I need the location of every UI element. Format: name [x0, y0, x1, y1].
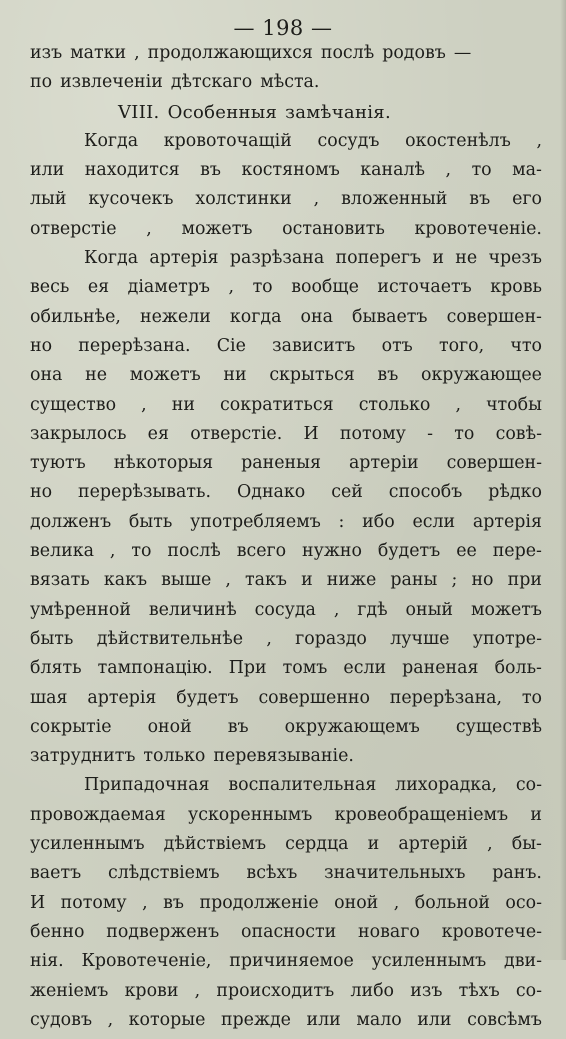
word: И: [303, 423, 319, 444]
word: находится: [84, 160, 180, 181]
word: тампонацію.: [97, 658, 213, 679]
word: отверстіе.: [190, 423, 283, 444]
word: ,: [194, 980, 201, 1001]
text-line: [30, 981, 542, 1010]
word: ,: [333, 599, 340, 620]
word: мѣста.: [260, 72, 320, 93]
word: ма-: [512, 160, 542, 181]
word: въ: [377, 365, 399, 386]
word: вязать: [30, 570, 90, 591]
word: кровоточащій: [163, 130, 292, 151]
word: ,: [146, 218, 152, 239]
word: дѣйствіемъ: [163, 834, 267, 855]
word: со-: [515, 775, 542, 796]
word: употребляемъ: [190, 511, 321, 532]
word: артерій: [398, 834, 469, 855]
word: то: [471, 160, 492, 181]
word: туютъ: [30, 453, 86, 474]
word: осо-: [505, 892, 542, 913]
word: потому: [339, 423, 406, 444]
word: совершен-: [446, 453, 542, 474]
word: Кровотеченіе,: [81, 951, 212, 972]
word: долженъ: [30, 511, 112, 532]
body-text: [30, 43, 542, 1039]
word: кровотече-: [441, 921, 542, 942]
text-line: [30, 951, 542, 980]
word: новаго: [358, 921, 420, 942]
text-line: [30, 424, 542, 453]
word: ,: [313, 189, 320, 210]
word: Когда: [84, 248, 139, 269]
word: ,: [109, 541, 116, 562]
word: велика: [30, 541, 94, 562]
word: по: [30, 72, 53, 93]
word: ибо: [362, 511, 395, 532]
word: При: [228, 658, 267, 679]
word: въ: [227, 716, 249, 737]
text-line: [30, 688, 542, 717]
page-number: — 198 —: [233, 16, 333, 40]
word: совѣ-: [495, 423, 542, 444]
word: въ: [163, 892, 184, 913]
word: ея: [147, 423, 169, 444]
word: при: [507, 570, 542, 591]
word: артерія: [149, 248, 219, 269]
word: женіемъ: [30, 980, 109, 1001]
text-line: [30, 307, 542, 336]
word: но: [471, 570, 494, 591]
word: лихорадка,: [395, 775, 498, 796]
word: Припадочная: [84, 775, 210, 796]
word: происходитъ: [216, 980, 335, 1001]
word: раненая: [402, 658, 479, 679]
word: бенно: [30, 921, 85, 942]
word: затруднитъ: [30, 746, 136, 767]
word: сократиться: [220, 394, 334, 415]
word: поперегъ: [335, 248, 422, 269]
text-line: [30, 131, 542, 160]
word: отверстіе: [30, 218, 117, 239]
word: ,: [225, 570, 231, 591]
word: ни: [171, 394, 195, 415]
text-line: [30, 1010, 542, 1039]
word: Особенныя: [167, 101, 278, 123]
text-line: [30, 365, 542, 394]
text-line: [30, 893, 542, 922]
word: обильнѣе,: [30, 306, 121, 327]
word: и: [432, 248, 444, 269]
word: значительныхъ: [324, 863, 466, 884]
word: существо: [30, 394, 117, 415]
word: существѣ: [455, 716, 542, 737]
word: окостенѣлъ: [405, 130, 511, 151]
word: послѣ: [167, 541, 221, 562]
word: ,: [266, 628, 272, 649]
word: томъ: [282, 658, 328, 679]
word: столько: [358, 394, 431, 415]
text-line: [30, 863, 542, 892]
word: со-: [515, 980, 542, 1001]
word: но: [30, 335, 53, 356]
word: усиленнымъ: [371, 951, 487, 972]
word: ,: [228, 277, 235, 298]
word: то: [454, 423, 475, 444]
word: перевязываніе.: [213, 746, 354, 767]
word: ,: [134, 43, 140, 63]
text-line: [30, 600, 542, 629]
word: воспалительная: [228, 775, 377, 796]
word: больной: [414, 892, 490, 913]
word: совсѣмъ: [467, 1009, 542, 1030]
word: ,: [393, 892, 400, 913]
word: величинѣ: [148, 599, 237, 620]
word: сокрытіе: [30, 716, 112, 737]
word: каналѣ: [360, 160, 426, 181]
word: опасности: [241, 921, 337, 942]
word: продолжающихся: [147, 43, 313, 63]
word: всѣхъ: [246, 863, 298, 884]
word: изъ: [30, 43, 63, 63]
word: перерѣзывать.: [78, 482, 212, 503]
word: слѣдствіемъ: [107, 863, 220, 884]
word: и: [301, 570, 313, 591]
word: будетъ: [377, 541, 441, 562]
text-line: [30, 658, 542, 687]
word: шая: [30, 687, 68, 708]
text-line: [30, 395, 542, 424]
word: продолженіе: [199, 892, 319, 913]
word: когда: [229, 306, 282, 327]
word: въ: [200, 160, 221, 181]
word: нія.: [30, 951, 64, 972]
word: холстинки: [195, 189, 292, 210]
text-line: [30, 43, 542, 72]
word: Когда: [84, 130, 139, 151]
word: того,: [438, 335, 485, 356]
word: ,: [455, 394, 461, 415]
text-line: [30, 834, 542, 863]
word: раны: [390, 570, 438, 591]
text-line: [30, 336, 542, 365]
word: но: [30, 482, 53, 503]
word: ни: [223, 365, 247, 386]
word: Сіе: [216, 335, 246, 356]
word: ,: [536, 130, 542, 151]
word: ,: [487, 834, 493, 855]
word: дѣтскаго: [170, 72, 253, 93]
word: :: [338, 511, 345, 532]
word: совершен-: [446, 306, 542, 327]
text-line: [30, 453, 542, 482]
word: нѣкоторыя: [113, 453, 214, 474]
word: она: [30, 365, 63, 386]
word: вообще: [291, 277, 359, 298]
word: дви-: [503, 951, 542, 972]
word: замѣчанія.: [285, 101, 391, 123]
word: артерія: [472, 511, 542, 532]
word: кусочекъ: [88, 189, 174, 210]
text-line: [30, 482, 542, 511]
word: то: [131, 541, 152, 562]
word: крови: [124, 980, 179, 1001]
word: оной: [334, 892, 379, 913]
word: потому: [60, 892, 127, 913]
word: только: [143, 746, 206, 767]
text-line: [30, 922, 542, 951]
word: употре-: [472, 628, 542, 649]
word: матки: [70, 43, 127, 63]
text-line: [30, 746, 542, 775]
word: быть: [128, 511, 173, 532]
word: пере-: [492, 541, 542, 562]
word: тѣхъ: [458, 980, 500, 1001]
word: его: [512, 189, 542, 210]
word: если: [343, 658, 387, 679]
word: и: [530, 804, 542, 825]
word: рѣдко: [488, 482, 542, 503]
word: боль-: [494, 658, 542, 679]
text-line: [30, 160, 542, 189]
word: діаметръ: [127, 277, 210, 298]
word: источаетъ: [377, 277, 472, 298]
word: или: [417, 1009, 452, 1030]
word: въ: [469, 189, 491, 210]
word: совершенно: [258, 687, 370, 708]
word: всего: [236, 541, 287, 562]
text-line: [30, 248, 542, 277]
word: провождаемая: [30, 804, 166, 825]
word: ранъ.: [492, 863, 542, 884]
word: окружающее: [420, 365, 542, 386]
word: отъ: [381, 335, 413, 356]
word: то: [252, 277, 273, 298]
word: гдѣ: [357, 599, 388, 620]
word: гораздо: [295, 628, 367, 649]
word: —: [453, 43, 472, 63]
text-line: [30, 512, 542, 541]
text-line: [30, 570, 542, 599]
word: лучше: [390, 628, 450, 649]
text-line: [30, 805, 542, 834]
word: быть: [30, 628, 74, 649]
word: изъ: [410, 980, 443, 1001]
word: прежде: [220, 1009, 291, 1030]
word: ,: [107, 1009, 114, 1030]
word: кровеобращеніемъ: [334, 804, 509, 825]
word: причиняемое: [229, 951, 354, 972]
word: скрыться: [269, 365, 355, 386]
word: можетъ: [181, 218, 253, 239]
word: ;: [451, 570, 458, 591]
word: -: [427, 423, 433, 444]
word: ея: [87, 277, 110, 298]
word: что: [510, 335, 542, 356]
word: способъ: [388, 482, 463, 503]
section-heading: [30, 102, 542, 131]
word: или: [30, 160, 65, 181]
word: артеріи: [348, 453, 419, 474]
word: кровотеченіе.: [414, 218, 542, 239]
page-edge-shadow: [560, 0, 566, 960]
word: ваетъ: [30, 863, 82, 884]
word: ,: [445, 160, 452, 181]
word: чтобы: [486, 394, 542, 415]
word: то: [521, 687, 542, 708]
word: ,: [142, 892, 148, 913]
text-line: [30, 541, 542, 570]
word: ,: [141, 394, 147, 415]
word: умѣренной: [30, 599, 131, 620]
word: мало: [356, 1009, 402, 1030]
word: которые: [128, 1009, 206, 1030]
word: не: [455, 248, 478, 269]
word: можетъ: [470, 599, 542, 620]
word: нужно: [302, 541, 362, 562]
word: подверженъ: [106, 921, 220, 942]
word: или: [306, 1009, 341, 1030]
word: бы-: [511, 834, 542, 855]
word: выше: [161, 570, 212, 591]
word: судовъ: [30, 1009, 93, 1030]
word: закрылось: [30, 423, 127, 444]
word: артерія: [87, 687, 157, 708]
word: сосуда: [254, 599, 316, 620]
word: будетъ: [176, 687, 239, 708]
word: можетъ: [129, 365, 201, 386]
word: не: [85, 365, 108, 386]
word: чрезъ: [488, 248, 542, 269]
word: дѣйствительнѣе: [96, 628, 244, 649]
word: сей: [331, 482, 363, 503]
word: VIII.: [118, 101, 160, 123]
word: такъ: [245, 570, 287, 591]
word: весь: [30, 277, 70, 298]
text-line: [30, 277, 542, 306]
word: либо: [350, 980, 395, 1001]
word: кровь: [490, 277, 542, 298]
word: послѣ: [320, 43, 375, 63]
word: зависитъ: [272, 335, 356, 356]
word: лый: [30, 189, 67, 210]
text-line: [30, 717, 542, 746]
word: ниже: [326, 570, 377, 591]
word: костяномъ: [241, 160, 340, 181]
word: и: [367, 834, 380, 855]
text-line: [30, 72, 542, 101]
word: разрѣзана: [229, 248, 325, 269]
word: перерѣзана,: [389, 687, 503, 708]
word: блять: [30, 658, 82, 679]
word: раненыя: [241, 453, 321, 474]
word: вложенный: [341, 189, 448, 210]
word: оный: [405, 599, 454, 620]
word: если: [412, 511, 456, 532]
word: сердца: [285, 834, 349, 855]
word: ее: [456, 541, 477, 562]
word: ускореннымъ: [187, 804, 313, 825]
word: сосудъ: [317, 130, 380, 151]
word: перерѣзана.: [78, 335, 191, 356]
word: нежели: [140, 306, 211, 327]
text-line: [30, 629, 542, 658]
word: окружающемъ: [284, 716, 420, 737]
word: извлеченіи: [60, 72, 163, 93]
word: И: [30, 892, 46, 913]
word: усиленнымъ: [30, 834, 145, 855]
word: бываетъ: [352, 306, 428, 327]
text-line: [30, 775, 542, 804]
word: Однако: [237, 482, 306, 503]
word: какъ: [103, 570, 148, 591]
word: оной: [147, 716, 192, 737]
text-line: [30, 219, 542, 248]
word: родовъ: [382, 43, 446, 63]
text-line: [30, 189, 542, 218]
word: она: [300, 306, 333, 327]
word: остановить: [282, 218, 385, 239]
